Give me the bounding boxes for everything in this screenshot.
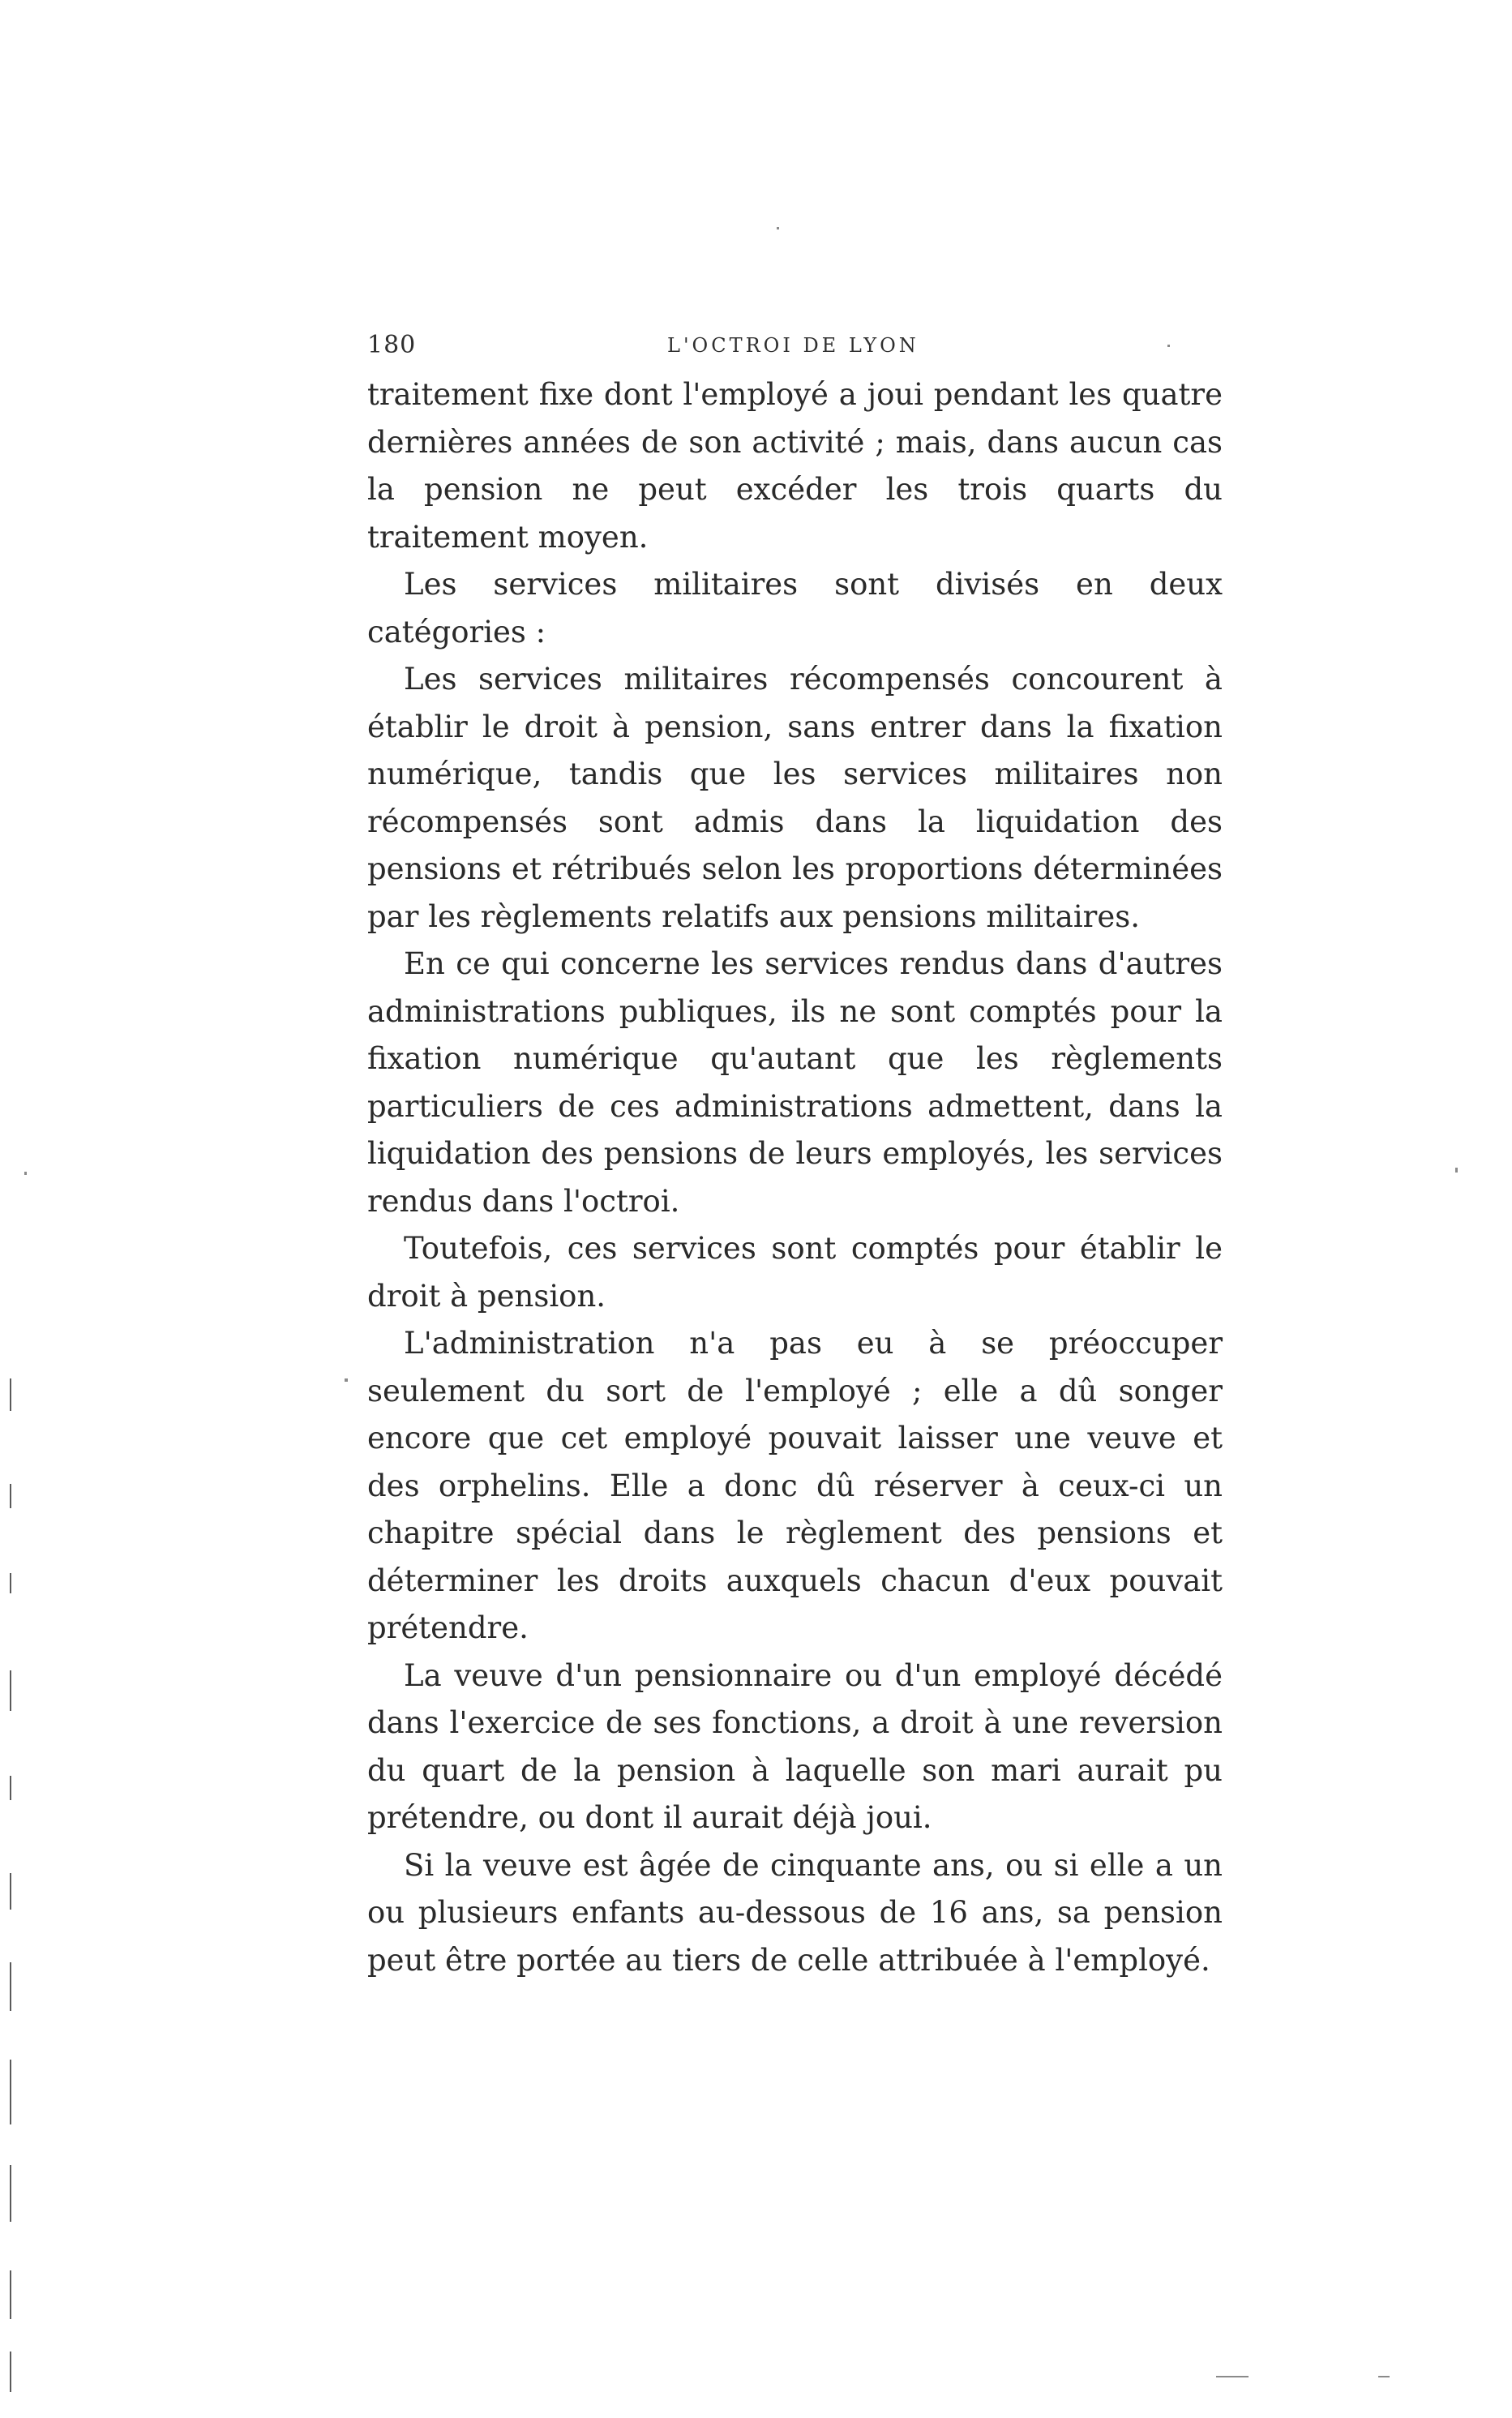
paragraph: traitement fixe dont l'employé a joui pendant les quatre dernières années de son activité ; mais, dans aucun cas la pension ne peut excéder les trois quarts du traitement moyen.: [367, 377, 1223, 555]
scan-edge-mark: [10, 2352, 11, 2392]
page-header: [367, 331, 1259, 363]
scan-edge-mark: [10, 2060, 11, 2124]
scan-speck: [1167, 345, 1170, 347]
scan-edge-mark: [10, 1378, 11, 1411]
scan-edge-mark: [10, 2165, 11, 2222]
scan-edge-mark: [10, 1776, 11, 1800]
scan-speck: [1455, 1168, 1458, 1173]
scan-speck: [1216, 2376, 1249, 2377]
scan-edge-mark: [10, 1962, 11, 2011]
scan-edge-mark: [10, 1873, 11, 1910]
paragraph: En ce qui concerne les services rendus dans d'autres administrations publiques, ils ne sont comptés pour la fixation numérique qu'autant que les règlements particuliers de ces administrations admettent, dans la liquidation des pensions de leurs employés, les services rendus dans l'octroi.: [367, 946, 1223, 1219]
scan-speck: [345, 1378, 348, 1382]
paragraph: L'administration n'a pas eu à se préoccuper seulement du sort de l'employé ; elle a dû songer encore que cet employé pouvait laisser une veuve et des orphelins. Elle a donc dû réserver à ceux-ci un chapitre spécial dans le règlement des pensions et déterminer les droits auxquels chacun d'eux pouvait prétendre.: [367, 1326, 1223, 1645]
scan-speck: [1378, 2376, 1390, 2377]
scan-edge-mark: [10, 1573, 11, 1593]
paragraph: La veuve d'un pensionnaire ou d'un employé décédé dans l'exercice de ses fonctions, a droit à une reversion du quart de la pension à laquelle son mari aurait pu prétendre, ou dont il aurait déjà joui.: [367, 1657, 1223, 1835]
scan-edge-mark: [10, 2270, 11, 2319]
paragraph: Les services militaires récompensés concourent à établir le droit à pension, sans entrer dans la fixation numérique, tandis que les services militaires non récompensés sont admis dans la liquidation des pensions et rétribués selon les proportions déterminées par les règlements relatifs aux pensions militaires.: [367, 662, 1223, 934]
scan-speck: [24, 1172, 27, 1175]
scan-edge-mark: [10, 1484, 11, 1508]
scan-speck: [777, 227, 779, 229]
page-number: 180: [367, 331, 417, 359]
paragraph: Si la veuve est âgée de cinquante ans, ou si elle a un ou plusieurs enfants au-dessous de 16 ans, sa pension peut être portée au tiers de celle attribuée à l'employé.: [367, 1847, 1223, 1978]
scan-edge-mark: [10, 1670, 11, 1711]
running-title: L'OCTROI DE LYON: [667, 334, 919, 357]
paragraph: Toutefois, ces services sont comptés pour établir le droit à pension.: [367, 1231, 1223, 1314]
body-text: [367, 371, 1223, 1984]
paragraph: Les services militaires sont divisés en deux catégories :: [367, 567, 1223, 650]
